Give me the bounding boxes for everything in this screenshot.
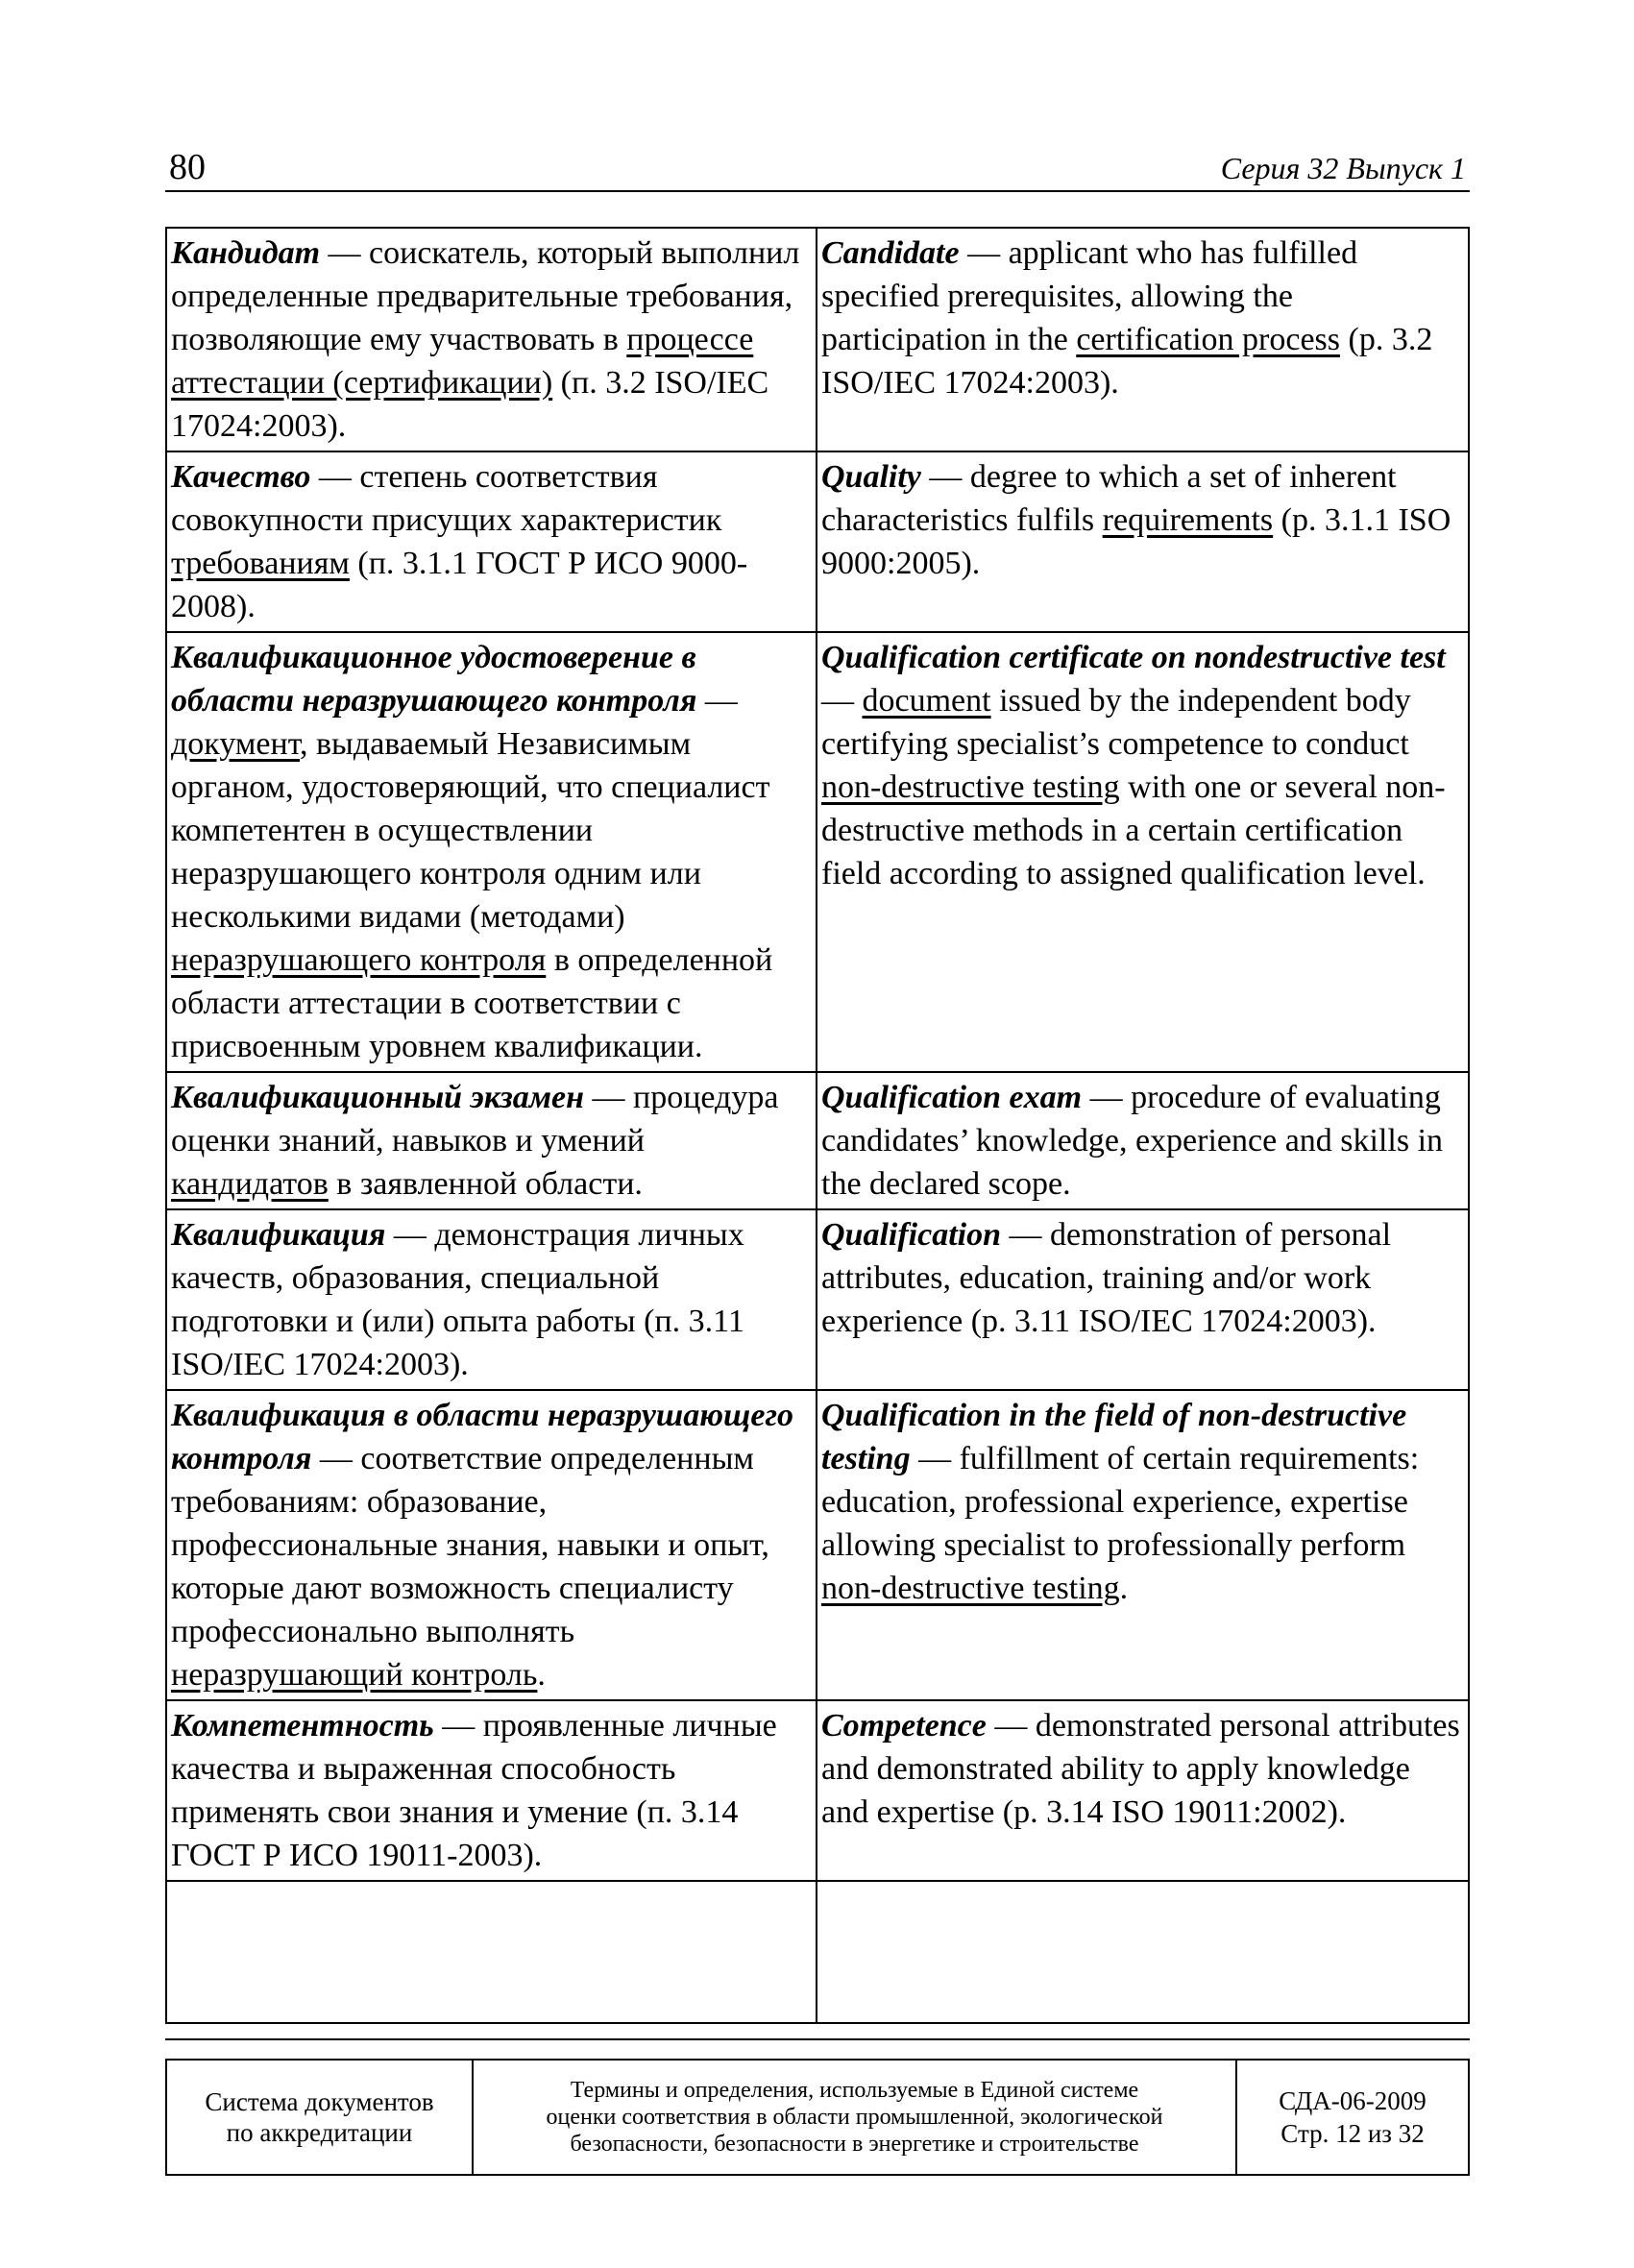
definition-text: (п. 3.1.1 ГОСТ Р ИСО 9000-2008). xyxy=(171,546,748,624)
term-reference-link: document xyxy=(862,683,991,719)
definition-ru xyxy=(166,1390,817,1700)
definition-text: — степень соответствия совокупности присущих характеристик xyxy=(171,459,722,538)
definition-text: в определенной области аттестации в соответствии с присвоенным уровнем квалификации. xyxy=(171,942,773,1064)
footer-table xyxy=(165,2059,1470,2176)
page-header xyxy=(165,144,1470,192)
term-reference-link: документ xyxy=(171,726,300,762)
term-name: Кандидат xyxy=(171,235,321,271)
term-reference-link: requirements xyxy=(1102,502,1274,538)
terms-table xyxy=(165,227,1470,2024)
definition-en xyxy=(817,1209,1469,1390)
footer-rule xyxy=(165,2038,1470,2040)
definition-text: — applicant who has fulfilled specified prerequisites, allowing the participation in the xyxy=(821,235,1358,357)
term-reference-link: certification process xyxy=(1076,322,1341,357)
term-name: Квалификационный экзамен xyxy=(171,1080,584,1115)
definition-text: issued by the independent body certifying specialist’s competence to conduct xyxy=(821,683,1411,762)
definition-text: — соответствие определенным требованиям: образование, профессиональные знания, навыки и опыт, которые дают возможность специалисту профессионально выполнять xyxy=(171,1441,769,1649)
term-name: Квалификация xyxy=(171,1217,386,1253)
term-name: Qualification in the field of non-destructive testing xyxy=(821,1398,1407,1476)
term-reference-link: неразрушающего контроля xyxy=(171,942,547,978)
term-row xyxy=(166,451,1469,632)
term-name: Qualification exam xyxy=(821,1080,1083,1115)
footer-title-line: безопасности, безопасности в энергетике и строительстве xyxy=(570,2132,1139,2157)
footer-title-line: оценки соответствия в области промышленной, экологической xyxy=(546,2105,1163,2130)
term-name: Qualification certificate on nondestructive test xyxy=(821,640,1446,675)
definition-text: — degree to which a set of inherent characteristics fulfils xyxy=(821,459,1397,538)
definition-text: (p. 3.2 ISO/IEC 17024:2003). xyxy=(821,322,1433,401)
footer-system-line: по аккредитации xyxy=(226,2118,413,2147)
footer-system-line: Система документов xyxy=(205,2087,434,2116)
term-name: Qualification xyxy=(821,1217,1002,1253)
term-name: Competence xyxy=(821,1708,987,1744)
term-row xyxy=(166,1700,1469,1881)
term-name: Качество xyxy=(171,459,311,495)
definition-ru xyxy=(166,451,817,632)
term-reference-link: неразрушающий контроль xyxy=(171,1657,538,1693)
definition-text: — demonstration of personal attributes, education, training and/or work experience (p. 3.11 ISO/IEC 17024:2003). xyxy=(821,1217,1392,1339)
term-row xyxy=(166,1390,1469,1700)
footer-title-line: Термины и определения, используемые в Единой системе xyxy=(570,2078,1139,2103)
definition-text: — процедура оценки знаний, навыков и умений xyxy=(171,1080,779,1158)
definition-text: — xyxy=(696,683,738,719)
footer-system-cell xyxy=(166,2060,473,2175)
definition-ru xyxy=(166,1700,817,1881)
definition-text: . xyxy=(1119,1571,1129,1606)
term-reference-link: требованиям xyxy=(171,546,350,581)
definition-ru xyxy=(166,1072,817,1209)
term-reference-link: процессе аттестации (сертификации) xyxy=(171,322,754,401)
page-counter: Стр. 12 из 32 xyxy=(1280,2119,1425,2148)
term-name: Candidate xyxy=(821,235,960,271)
definition-en xyxy=(817,451,1469,632)
definition-text: в заявленной области. xyxy=(328,1166,643,1202)
definition-en xyxy=(817,1072,1469,1209)
footer-code-cell xyxy=(1236,2060,1469,2175)
term-reference-link: non-destructive testing xyxy=(821,1571,1120,1606)
term-name: Квалификационное удостоверение в области неразрушающего контроля xyxy=(171,640,697,719)
term-reference-link: non-destructive testing xyxy=(821,769,1120,805)
definition-en xyxy=(817,1390,1469,1700)
definition-text: — fulfillment of certain requirements: education, professional experience, expertise allowing specialist to professionally perform xyxy=(821,1441,1420,1563)
definition-text: — проявленные личные качества и выраженная способность применять свои знания и умение (п. 3.14 ГОСТ Р ИСО 19011-2003). xyxy=(171,1708,777,1873)
definition-text: . xyxy=(537,1657,546,1693)
term-row xyxy=(166,632,1469,1072)
definition-text: (п. 3.2 ISO/IEC 17024:2003). xyxy=(171,365,769,444)
definition-en xyxy=(817,1700,1469,1881)
definition-en xyxy=(817,228,1469,451)
definition-text: — demonstrated personal attributes and demonstrated ability to apply knowledge and expertise (p. 3.14 ISO 19011:2002). xyxy=(821,1708,1460,1830)
document-code: СДА-06-2009 xyxy=(1279,2086,1427,2115)
page-number: 80 xyxy=(169,147,206,187)
term-row xyxy=(166,228,1469,451)
term-reference-link: кандидатов xyxy=(171,1166,329,1202)
term-name: Квалификация в области неразрушающего контроля xyxy=(171,1398,794,1476)
empty-cell xyxy=(166,1881,817,2023)
definition-text: (p. 3.1.1 ISO 9000:2005). xyxy=(821,502,1451,581)
term-row xyxy=(166,1209,1469,1390)
definition-ru xyxy=(166,228,817,451)
definition-ru xyxy=(166,632,817,1072)
term-name: Компетентность xyxy=(171,1708,434,1744)
definition-text: — соискатель, который выполнил определенные предварительные требования, позволяющие ему участвовать в xyxy=(171,235,800,357)
definition-text: — xyxy=(821,683,863,719)
definition-text: — procedure of evaluating candidates’ knowledge, experience and skills in the declared scope. xyxy=(821,1080,1444,1202)
empty-cell xyxy=(817,1881,1469,2023)
definition-ru xyxy=(166,1209,817,1390)
definition-text: , выдаваемый Независимым органом, удостоверяющий, что специалист компетентен в осуществлении неразрушающего контроля одним или несколькими видами (методами) xyxy=(171,726,770,935)
definition-en xyxy=(817,632,1469,1072)
definition-text: with one or several non-destructive methods in a certain certification field according to assigned qualification level. xyxy=(821,769,1446,891)
term-name: Quality xyxy=(821,459,921,495)
series-label: Серия 32 Выпуск 1 xyxy=(1220,151,1466,185)
term-row xyxy=(166,1072,1469,1209)
empty-row xyxy=(166,1881,1469,2023)
definition-text: — демонстрация личных качеств, образования, специальной подготовки и (или) опыта работы (п. 3.11 ISO/IEC 17024:2003). xyxy=(171,1217,744,1382)
footer-title-cell xyxy=(473,2060,1236,2175)
terms-table-body xyxy=(166,228,1469,2023)
